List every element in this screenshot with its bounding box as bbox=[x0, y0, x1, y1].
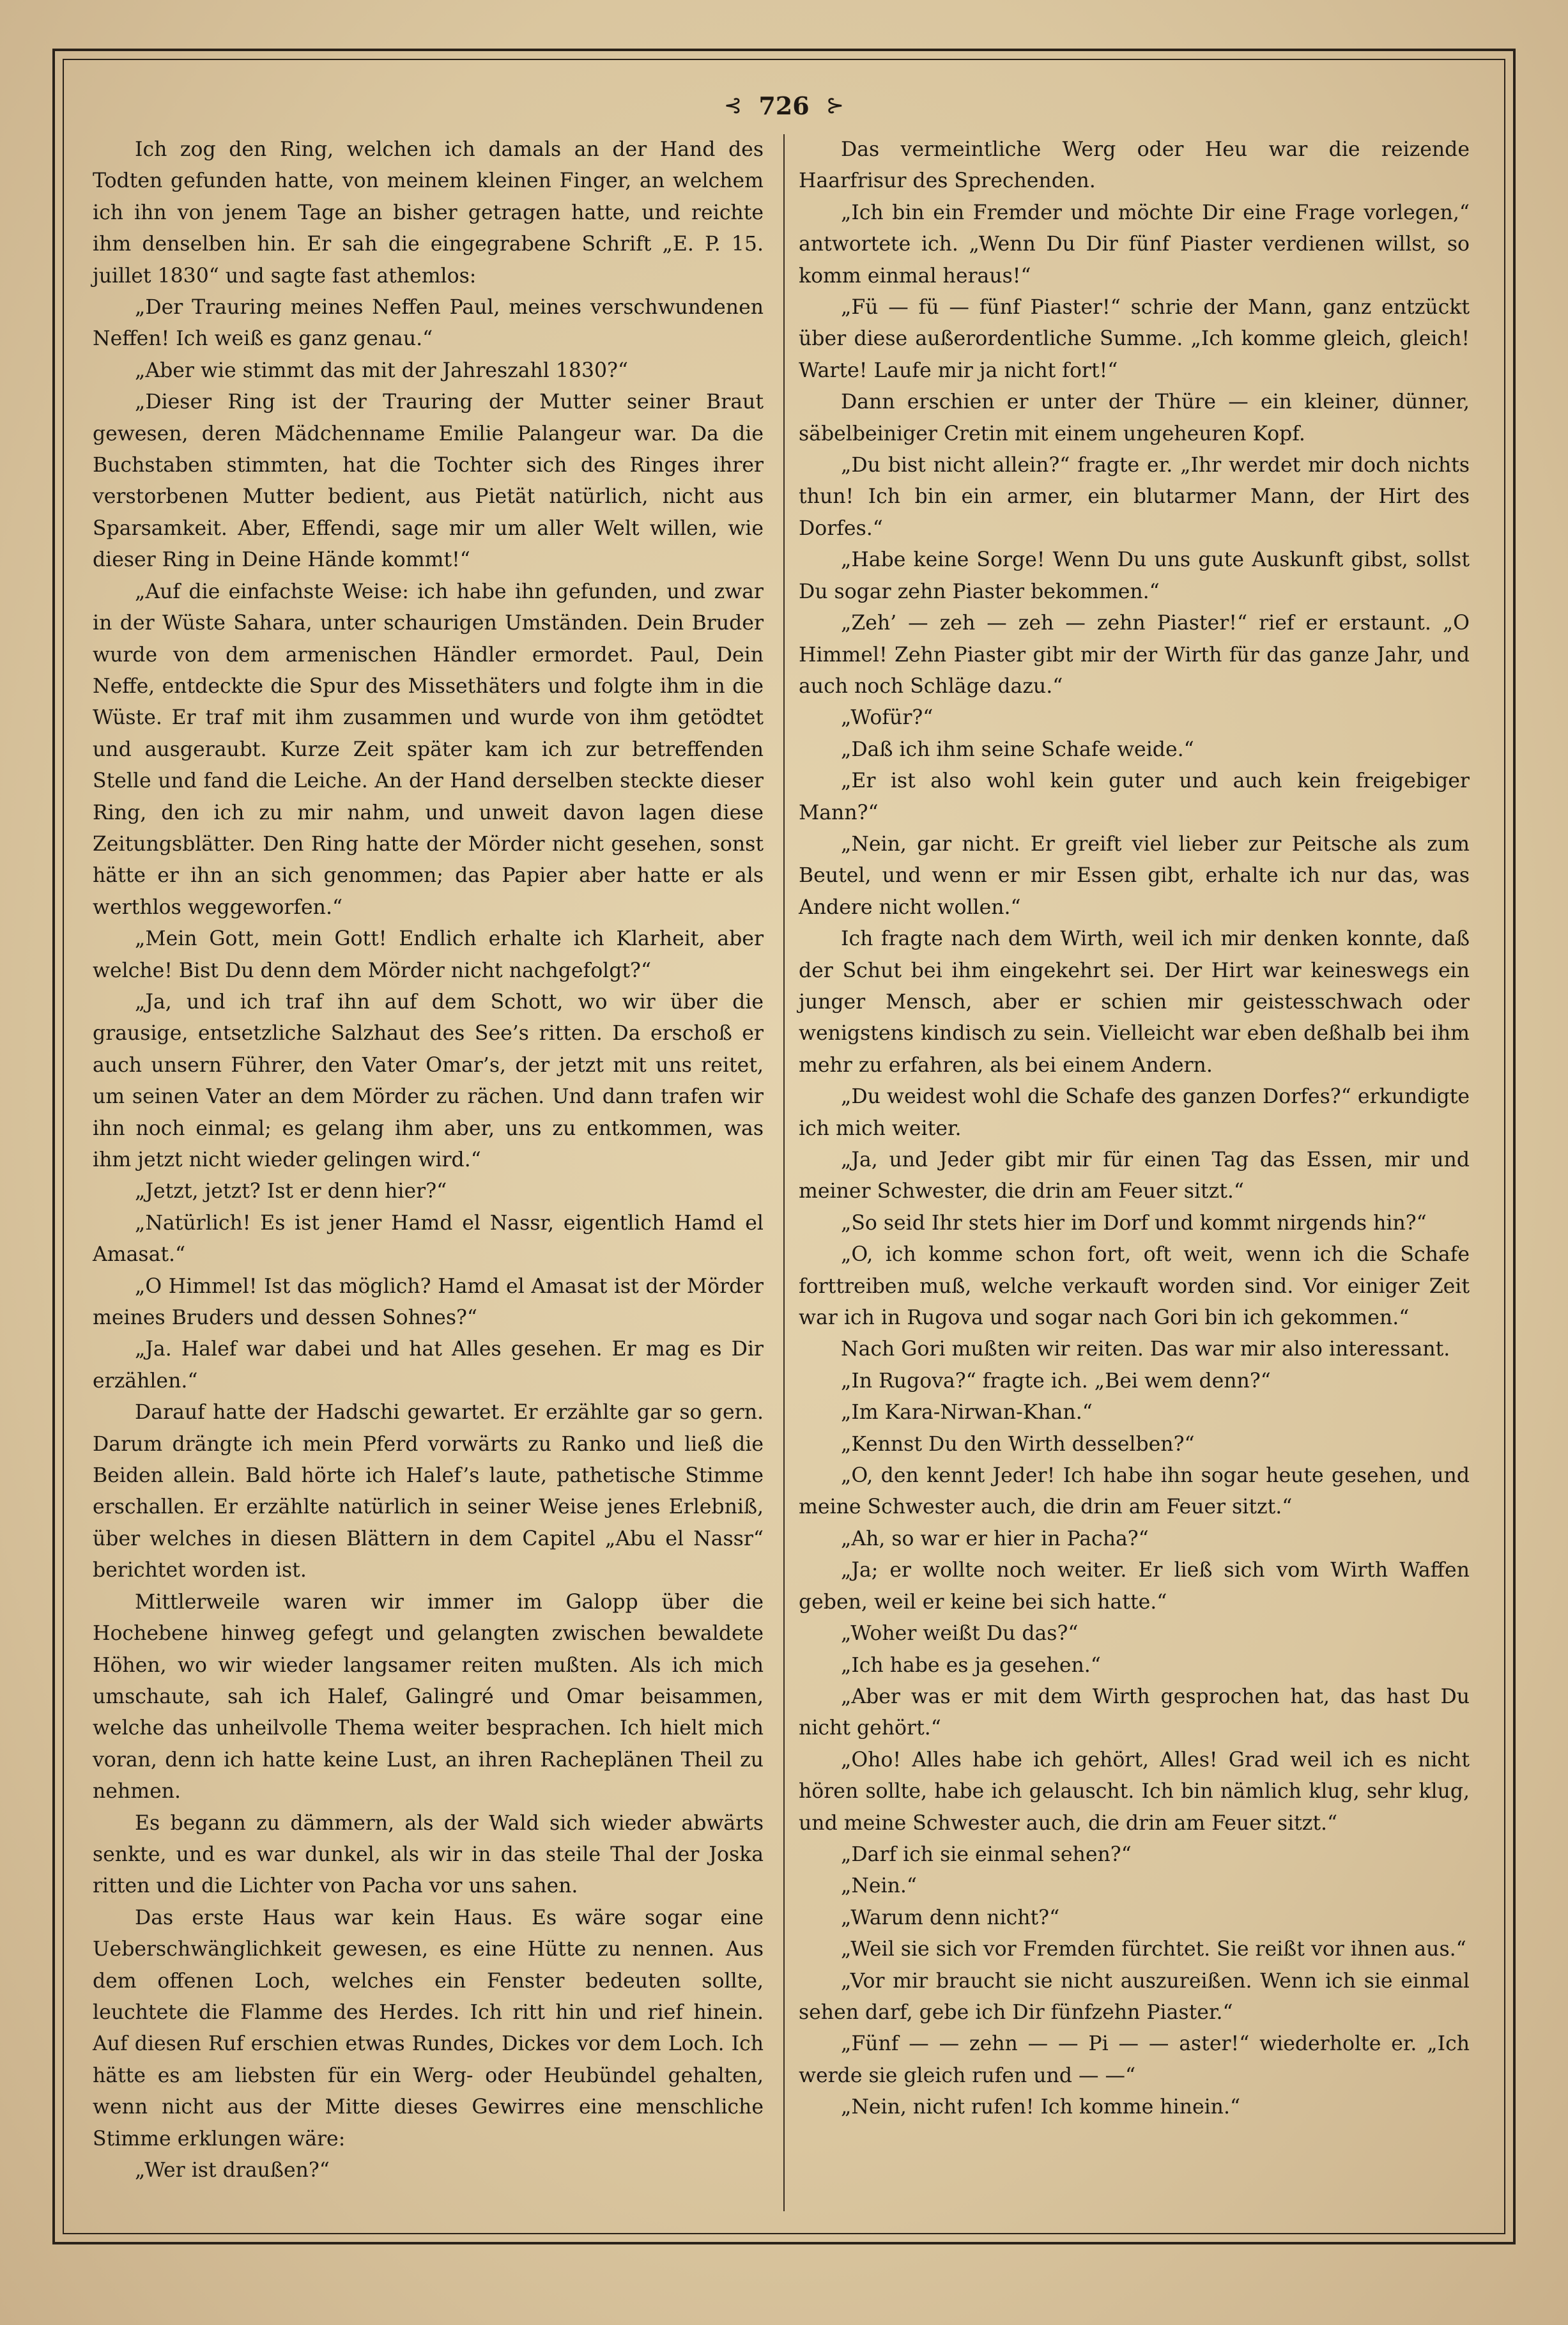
paragraph: „Habe keine Sorge! Wenn Du uns gute Auskunft gibst, sollst Du sogar zehn Piaster bekommen.“ bbox=[799, 548, 1470, 603]
paragraph: „Du bist nicht allein?“ fragte er. „Ihr werdet mir doch nichts thun! Ich bin ein armer, ein blutarmer Mann, der Hirt des Dorfes.“ bbox=[799, 454, 1470, 540]
paragraph: Es begann zu dämmern, als der Wald sich wieder abwärts senkte, und es war dunkel, als wir in das steile Thal der Joska ritten und die Lichter von Pacha vor uns sahen. bbox=[93, 1811, 764, 1898]
paragraph: Das erste Haus war kein Haus. Es wäre sogar eine Ueberschwänglichkeit gewesen, es eine Hütte zu nennen. Aus dem offenen Loch, welches ein Fenster bedeuten sollte, leuchtete die Flamme des Herdes. Ich ritt hin und rief hinein. Auf diesen Ruf erschien etwas Rundes, Dickes vor dem Loch. Ich hätte es am liebsten für ein Werg- oder Heubündel gehalten, wenn nicht aus der Mitte dieses Gewirres eine menschliche Stimme erklungen wäre: bbox=[93, 1906, 764, 2151]
paragraph: „Natürlich! Es ist jener Hamd el Nassr, eigentlich Hamd el Amasat.“ bbox=[93, 1211, 764, 1267]
paragraph: „Aber wie stimmt das mit der Jahreszahl 1830?“ bbox=[135, 359, 629, 382]
right-column bbox=[799, 134, 1470, 2124]
paragraph: „Warum denn nicht?“ bbox=[841, 1906, 1060, 1929]
paragraph: Nach Gori mußten wir reiten. Das war mir also interessant. bbox=[841, 1338, 1450, 1361]
paragraph: „Ja, und ich traf ihn auf dem Schott, wo wir über die grausige, entsetzliche Salzhaut des See’s ritten. Da erschoß er auch unsern Führer, den Vater Omar’s, der jetzt mit uns reitet, um seinen Vater an dem Mörder zu rächen. Und dann trafen wir ihn noch einmal; es gelang ihm aber, uns zu entkommen, was ihm jetzt nicht wieder gelingen wird.“ bbox=[93, 990, 764, 1171]
paragraph: Ich fragte nach dem Wirth, weil ich mir denken konnte, daß der Schut bei ihm eingekehrt sei. Der Hirt war keineswegs ein junger Mensch, aber er schien mir geistesschwach oder wenigstens kindisch zu sein. Vielleicht war eben deßhalb bei ihm mehr zu erfahren, als bei einem Andern. bbox=[799, 927, 1470, 1077]
paragraph: Dann erschien er unter der Thüre — ein kleiner, dünner, säbelbeiniger Cretin mit einem ungeheuren Kopf. bbox=[799, 390, 1470, 445]
ornament-right-icon: ⊱ bbox=[826, 93, 845, 118]
paragraph: „Ja. Halef war dabei und hat Alles gesehen. Er mag es Dir erzählen.“ bbox=[93, 1338, 764, 1393]
paragraph: „Aber was er mit dem Wirth gesprochen hat, das hast Du nicht gehört.“ bbox=[799, 1685, 1470, 1740]
paragraph: „Vor mir braucht sie nicht auszureißen. Wenn ich sie einmal sehen darf, gebe ich Dir fünfzehn Piaster.“ bbox=[799, 1969, 1470, 2024]
paragraph: „O, den kennt Jeder! Ich habe ihn sogar heute gesehen, und meine Schwester auch, die drin am Feuer sitzt.“ bbox=[799, 1464, 1470, 1519]
left-column bbox=[93, 134, 764, 2186]
paragraph: „Im Kara-Nirwan-Khan.“ bbox=[841, 1401, 1093, 1425]
paragraph: „Woher weißt Du das?“ bbox=[841, 1622, 1079, 1646]
page-number: 726 bbox=[758, 91, 810, 120]
paragraph: „Wer ist draußen?“ bbox=[135, 2159, 330, 2182]
paragraph: Ich zog den Ring, welchen ich damals an der Hand des Todten gefunden hatte, von meinem kleinen Finger, an welchem ich ihn von jenem Tage an bisher getragen hatte, und reichte ihm denselben hin. Er sah die eingegrabene Schrift „E. P. 15. juillet 1830“ und sagte fast athemlos: bbox=[93, 138, 764, 288]
paragraph: „Kennst Du den Wirth desselben?“ bbox=[841, 1432, 1195, 1456]
ornament-left-icon: ⊰ bbox=[723, 93, 742, 118]
paragraph: Mittlerweile waren wir immer im Galopp über die Hochebene hinweg gefegt und gelangten zwischen bewaldete Höhen, wo wir wieder langsamer reiten mußten. Als ich mich umschaute, sah ich Halef, Galingré und Omar beisammen, welche das unheilvolle Thema weiter besprachen. Ich hielt mich voran, denn ich hatte keine Lust, an ihren Racheplänen Theil zu nehmen. bbox=[93, 1590, 764, 1804]
paragraph: „Oho! Alles habe ich gehört, Alles! Grad weil ich es nicht hören sollte, habe ich gelauscht. Ich bin nämlich klug, sehr klug, und meine Schwester auch, die drin am Feuer sitzt.“ bbox=[799, 1748, 1470, 1835]
paragraph: „Zeh’ — zeh — zeh — zehn Piaster!“ rief er erstaunt. „O Himmel! Zehn Piaster gibt mir der Wirth für das ganze Jahr, und auch noch Schläge dazu.“ bbox=[799, 612, 1470, 698]
paragraph: „Daß ich ihm seine Schafe weide.“ bbox=[841, 738, 1194, 761]
paragraph: „Nein, gar nicht. Er greift viel lieber zur Peitsche als zum Beutel, und wenn er mir Essen gibt, erhalte ich nur das, was Andere nicht wollen.“ bbox=[799, 832, 1470, 919]
paragraph: „O Himmel! Ist das möglich? Hamd el Amasat ist der Mörder meines Bruders und dessen Sohnes?“ bbox=[93, 1274, 764, 1330]
paragraph: „Wofür?“ bbox=[841, 706, 934, 730]
paragraph: „O, ich komme schon fort, oft weit, wenn ich die Schafe forttreiben muß, welche verkauft worden sind. Vor einiger Zeit war ich in Rugova und sogar nach Gori bin ich gekommen.“ bbox=[799, 1243, 1470, 1330]
paragraph: „Ich bin ein Fremder und möchte Dir eine Frage vorlegen,“ antwortete ich. „Wenn Du Dir fünf Piaster verdienen willst, so komm einmal heraus!“ bbox=[799, 201, 1470, 288]
paragraph: „Nein, nicht rufen! Ich komme hinein.“ bbox=[841, 2096, 1241, 2119]
paragraph: „Nein.“ bbox=[841, 1874, 918, 1898]
paragraph: „So seid Ihr stets hier im Dorf und kommt nirgends hin?“ bbox=[841, 1211, 1427, 1235]
paragraph: „Er ist also wohl kein guter und auch kein freigebiger Mann?“ bbox=[799, 769, 1470, 824]
paragraph: „Darf ich sie einmal sehen?“ bbox=[841, 1842, 1132, 1866]
paragraph: Das vermeintliche Werg oder Heu war die reizende Haarfrisur des Sprechenden. bbox=[799, 138, 1470, 193]
paragraph: „Der Trauring meines Neffen Paul, meines verschwundenen Neffen! Ich weiß es ganz genau.“ bbox=[93, 296, 764, 351]
paragraph: „Auf die einfachste Weise: ich habe ihn gefunden, und zwar in der Wüste Sahara, unter schaurigen Umständen. Dein Bruder wurde von dem armenischen Händler ermordet. Paul, Dein Neffe, entdeckte die Spur des Missethäters und folgte ihm in die Wüste. Er traf mit ihm zusammen und wurde von ihm getödtet und ausgeraubt. Kurze Zeit später kam ich zur betreffenden Stelle und fand die Leiche. An der Hand derselben steckte dieser Ring, den ich zu mir nahm, und unweit davon lagen diese Zeitungsblätter. Den Ring hatte der Mörder nicht gesehen, sonst hätte er ihn an sich genommen; das Papier aber hatte er als werthlos weggeworfen.“ bbox=[93, 580, 764, 919]
paragraph: „Ja; er wollte noch weiter. Er ließ sich vom Wirth Waffen geben, weil er keine bei sich hatte.“ bbox=[799, 1559, 1470, 1614]
paragraph: Darauf hatte der Hadschi gewartet. Er erzählte gar so gern. Darum drängte ich mein Pferd vorwärts zu Ranko und ließ die Beiden allein. Bald hörte ich Halef’s laute, pathetische Stimme erschallen. Er erzählte natürlich in seiner Weise jenes Erlebniß, über welches in diesen Blättern in dem Capitel „Abu el Nassr“ berichtet worden ist. bbox=[93, 1401, 764, 1582]
paragraph: „Du weidest wohl die Schafe des ganzen Dorfes?“ erkundigte ich mich weiter. bbox=[799, 1085, 1470, 1140]
paragraph: „Jetzt, jetzt? Ist er denn hier?“ bbox=[135, 1180, 447, 1203]
paragraph: „Mein Gott, mein Gott! Endlich erhalte ich Klarheit, aber welche! Bist Du denn dem Mörder nicht nachgefolgt?“ bbox=[93, 927, 764, 982]
paragraph: „Ich habe es ja gesehen.“ bbox=[841, 1653, 1101, 1677]
paragraph: „Dieser Ring ist der Trauring der Mutter seiner Braut gewesen, deren Mädchenname Emilie Palangeur war. Da die Buchstaben stimmten, hat die Tochter sich des Ringes ihrer verstorbenen Mutter bedient, aus Pietät natürlich, nicht aus Sparsamkeit. Aber, Effendi, sage mir um aller Welt willen, wie dieser Ring in Deine Hände kommt!“ bbox=[93, 390, 764, 572]
paragraph: „Weil sie sich vor Fremden fürchtet. Sie reißt vor ihnen aus.“ bbox=[841, 1938, 1466, 1961]
paragraph: „Fünf — — zehn — — Pi — — aster!“ wiederholte er. „Ich werde sie gleich rufen und — —“ bbox=[799, 2032, 1470, 2087]
paragraph: „Ja, und Jeder gibt mir für einen Tag das Essen, mir und meiner Schwester, die drin am Feuer sitzt.“ bbox=[799, 1148, 1470, 1203]
paragraph: „Ah, so war er hier in Pacha?“ bbox=[841, 1527, 1149, 1550]
page-header bbox=[0, 89, 1568, 121]
paragraph: „Fü — fü — fünf Piaster!“ schrie der Mann, ganz entzückt über diese außerordentliche Summe. „Ich komme gleich, gleich! Warte! Laufe mir ja nicht fort!“ bbox=[799, 296, 1470, 382]
column-divider bbox=[783, 134, 785, 2211]
paragraph: „In Rugova?“ fragte ich. „Bei wem denn?“ bbox=[841, 1369, 1271, 1393]
